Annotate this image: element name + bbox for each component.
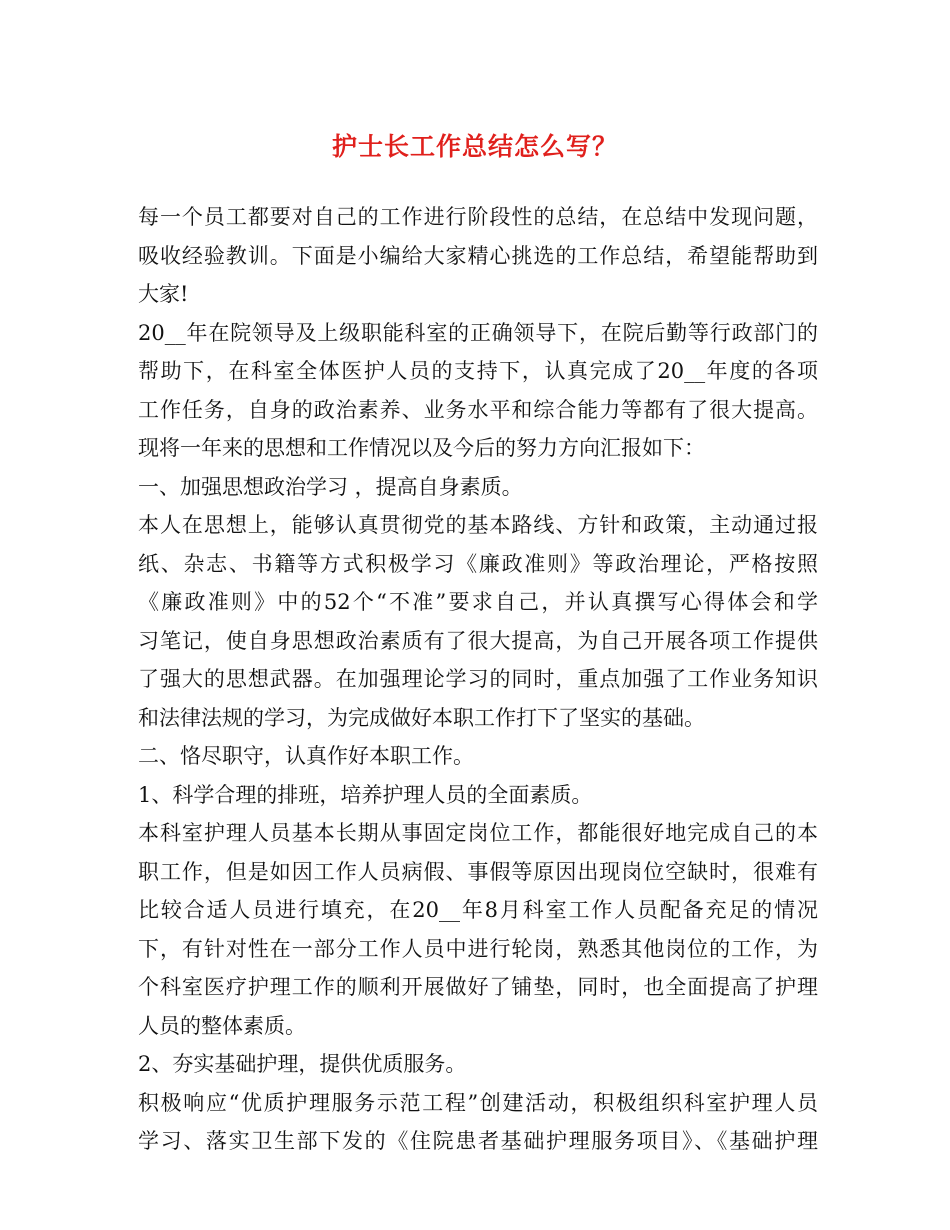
body-line: 2、夯实基础护理，提供优质服务。 [138,1052,467,1076]
body-line: 积极响应“优质护理服务示范工程”创建活动，积极组织科室护理人员 [138,1090,818,1115]
body-line: 本科室护理人员基本长期从事固定岗位工作，都能很好地完成自己的本 [138,821,818,845]
body-line: 现将一年来的思想和工作情况以及今后的努力方向汇报如下： [138,436,705,460]
body-line: 每一个员工都要对自己的工作进行阶段性的总结，在总结中发现问题， [138,205,818,229]
body-line: 学习、落实卫生部下发的《住院患者基础护理服务项目》、《基础护理 [138,1129,818,1153]
body-line: 纸、杂志、书籍等方式积极学习《廉政准则》等政治理论，严格按照 [138,551,818,576]
body-line: 大家! [138,282,189,306]
body-line: 帮助下，在科室全体医护人员的支持下，认真完成了20__年度的各项 [138,359,818,383]
body-line: 个科室医疗护理工作的顺利开展做好了铺垫，同时，也全面提高了护理 [138,975,818,999]
body-line: 职工作，但是如因工作人员病假、事假等原因出现岗位空缺时，很难有 [138,859,818,884]
body-line: 下，有针对性在一部分工作人员中进行轮岗，熟悉其他岗位的工作，为 [138,936,818,961]
body-line: 二、恪尽职守，认真作好本职工作。 [138,744,474,768]
body-line: 1、科学合理的排班，培养护理人员的全面素质。 [138,782,593,807]
body-line: 了强大的思想武器。在加强理论学习的同时，重点加强了工作业务知识 [138,667,818,691]
body-line: 本人在思想上，能够认真贯彻党的基本路线、方针和政策，主动通过报 [138,513,818,537]
body-line: 人员的整体素质。 [138,1013,306,1038]
body-line: 一、加强思想政治学习 ，提高自身素质。 [138,474,523,499]
body-line: 比较合适人员进行填充，在20__年8月科室工作人员配备充足的情况 [138,898,818,922]
document-title: 护士长工作总结怎么写？ [331,132,618,161]
body-line: 工作任务，自身的政治素养、业务水平和综合能力等都有了很大提高。 [138,397,818,422]
body-line: 习笔记，使自身思想政治素质有了很大提高，为自己开展各项工作提供 [138,628,818,653]
body-line: 20__年在院领导及上级职能科室的正确领导下，在院后勤等行政部门的 [138,320,818,345]
document-body [138,198,818,1161]
body-line: 和法律法规的学习，为完成做好本职工作打下了坚实的基础。 [138,705,705,730]
body-line: 《廉政准则》中的52个“不准”要求自己，并认真撰写心得体会和学 [138,590,818,614]
body-line: 吸收经验教训。下面是小编给大家精心挑选的工作总结，希望能帮助到 [138,243,818,268]
